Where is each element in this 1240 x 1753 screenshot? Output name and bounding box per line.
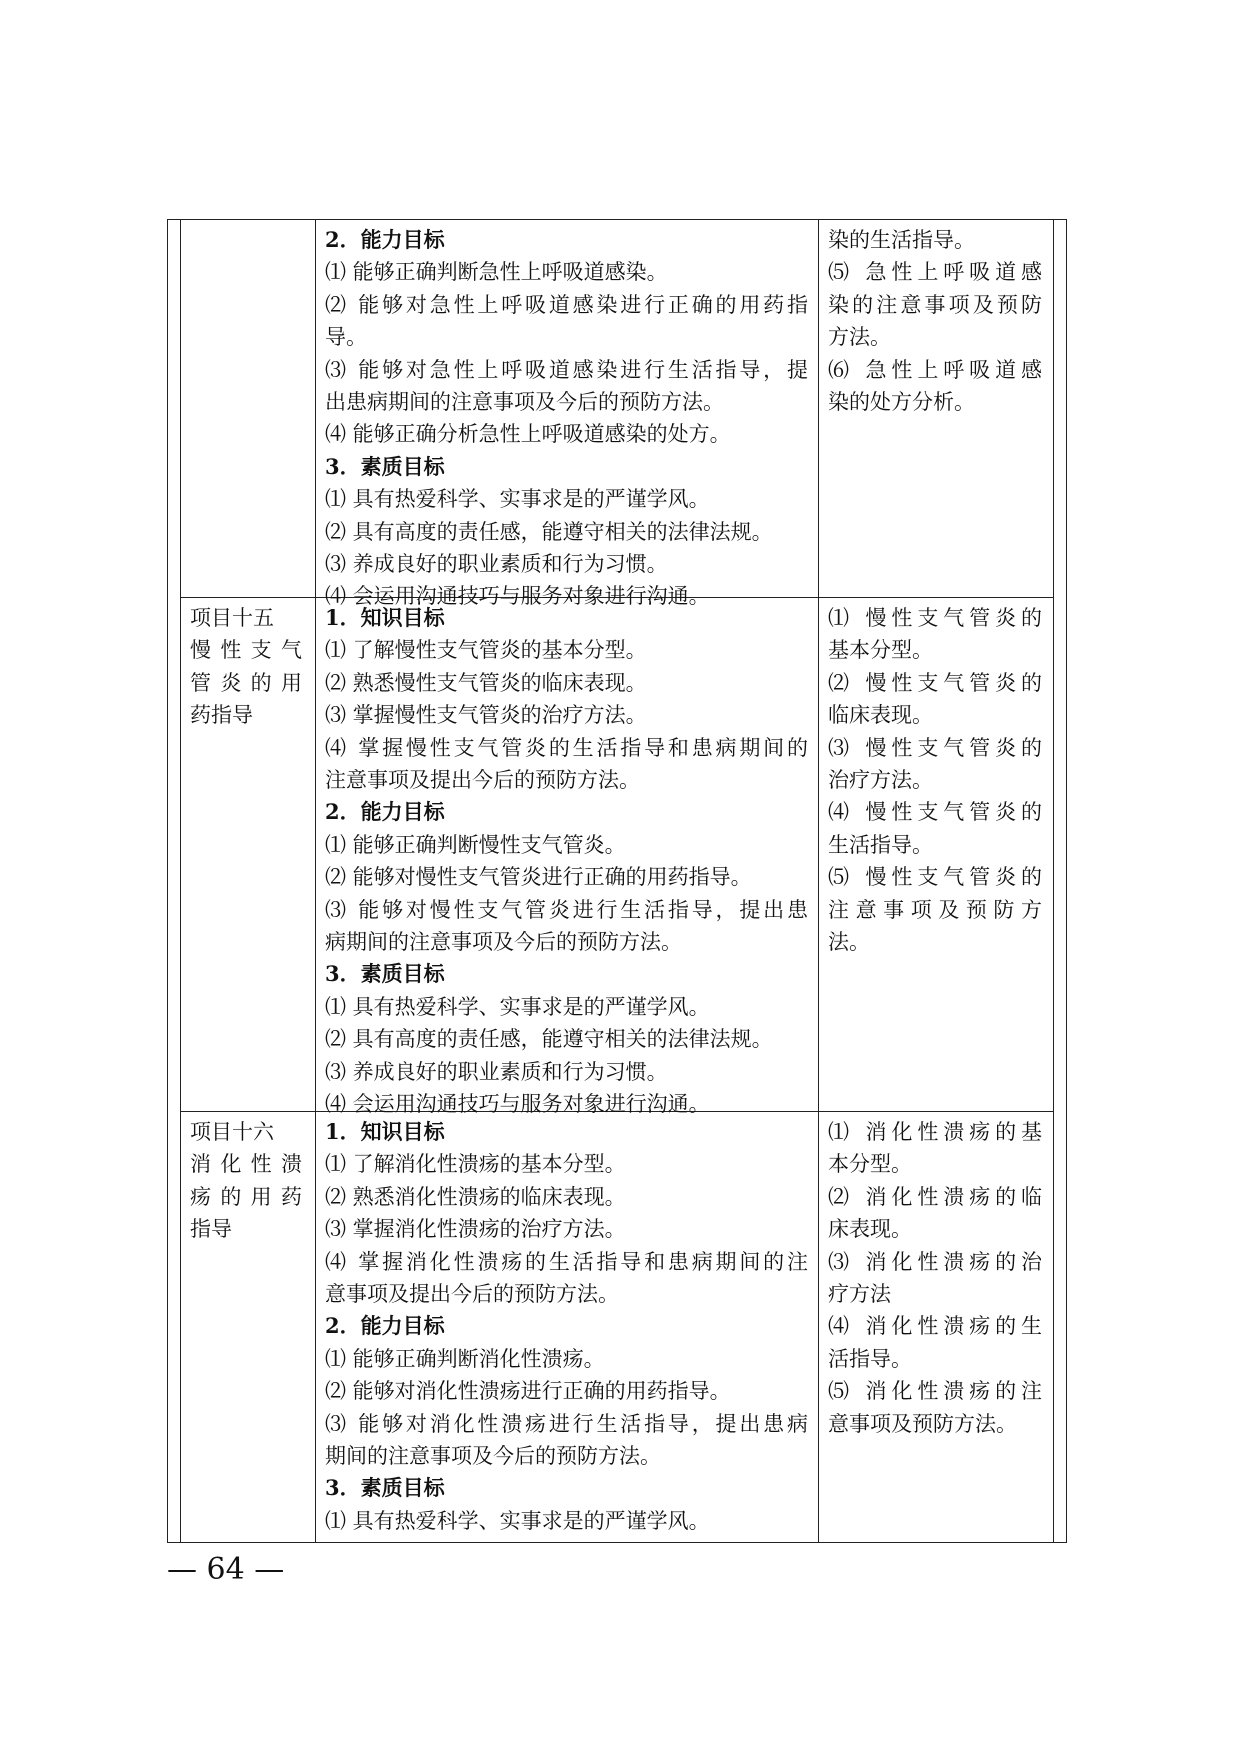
cell-text-line: ⑴ 具有热爱科学、实事求是的严谨学风。 — [325, 994, 710, 1019]
cell-text-line: 1．知识目标 — [325, 605, 445, 630]
cell-text-line: 消化性溃 — [190, 1152, 302, 1177]
cell-text-line: ⑵ 消化性溃疡的临 — [828, 1184, 1042, 1209]
table-column-divider-1 — [315, 219, 316, 1543]
cell-text-line: 2．能力目标 — [325, 799, 445, 825]
cell-text-line: 期间的注意事项及今后的预防方法。 — [325, 1444, 661, 1469]
cell-text-line: 生活指导。 — [828, 832, 933, 857]
cell-text-line: ⑷ 会运用沟通技巧与服务对象进行沟通。 — [325, 1092, 710, 1117]
cell-text-line: ⑶ 能够对慢性支气管炎进行生活指导，提出患 — [325, 897, 808, 922]
cell-text-line: 慢性支气 — [190, 638, 302, 663]
cell-text-line: ⑵ 具有高度的责任感，能遵守相关的法律法规。 — [325, 1027, 773, 1052]
cell-text-line: ⑷ 会运用沟通技巧与服务对象进行沟通。 — [325, 584, 710, 609]
cell-text-line: ⑵ 熟悉慢性支气管炎的临床表现。 — [325, 670, 647, 695]
cell-text-line: 2．能力目标 — [325, 227, 445, 252]
cell-text-line: ⑷ 掌握消化性溃疡的生活指导和患病期间的注 — [325, 1249, 808, 1274]
cell-text-line: ⑴ 慢性支气管炎的 — [828, 606, 1042, 630]
cell-text-line: 指导 — [190, 1217, 232, 1242]
cell-text-line: ⑴ 了解消化性溃疡的基本分型。 — [325, 1152, 626, 1177]
row-0-objectives-cell — [325, 224, 808, 613]
cell-text-line: 活指导。 — [828, 1346, 912, 1371]
cell-text-line: 染的生活指导。 — [828, 228, 975, 252]
cell-text-line: ⑵ 具有高度的责任感，能遵守相关的法律法规。 — [325, 519, 773, 544]
row-1-content-cell — [828, 602, 1042, 958]
cell-text-line: ⑶ 养成良好的职业素质和行为习惯。 — [325, 1059, 668, 1084]
cell-text-line: ⑶ 掌握慢性支气管炎的治疗方法。 — [325, 703, 647, 728]
table-inner-left-border — [180, 219, 181, 1543]
row-2-content-cell — [828, 1116, 1042, 1440]
cell-text-line: 管炎的用 — [190, 670, 302, 695]
cell-text-line: ⑴ 消化性溃疡的基 — [828, 1120, 1042, 1144]
cell-text-line: ⑷ 掌握慢性支气管炎的生活指导和患病期间的 — [325, 735, 808, 760]
table-column-divider-2 — [818, 219, 819, 1543]
cell-text-line: 基本分型。 — [828, 638, 933, 663]
cell-text-line: 出患病期间的注意事项及今后的预防方法。 — [325, 390, 724, 415]
cell-text-line: ⑵ 能够对急性上呼吸道感染进行正确的用药指 — [325, 292, 808, 317]
cell-text-line: 意事项及提出今后的预防方法。 — [325, 1282, 619, 1307]
cell-text-line: ⑸ 慢性支气管炎的 — [828, 865, 1042, 890]
cell-text-line: ⑴ 了解慢性支气管炎的基本分型。 — [325, 638, 647, 663]
cell-text-line: ⑴ 能够正确判断急性上呼吸道感染。 — [325, 260, 668, 285]
cell-text-line: 意事项及预防方法。 — [828, 1411, 1017, 1436]
cell-text-line: ⑵ 能够对慢性支气管炎进行正确的用药指导。 — [325, 865, 752, 890]
cell-text-line: ⑴ 能够正确判断慢性支气管炎。 — [325, 832, 626, 857]
cell-text-line: 项目十六 — [190, 1120, 274, 1144]
cell-text-line: ⑶ 掌握消化性溃疡的治疗方法。 — [325, 1217, 626, 1242]
cell-text-line: 2．能力目标 — [325, 1313, 445, 1339]
page-number: — 64 — — [167, 1552, 285, 1587]
table-inner-right-border — [1053, 219, 1054, 1543]
cell-text-line: 本分型。 — [828, 1152, 912, 1177]
cell-text-line: 导。 — [325, 325, 367, 350]
cell-text-line: 注意事项及提出今后的预防方法。 — [325, 768, 640, 793]
cell-text-line: ⑴ 具有热爱科学、实事求是的严谨学风。 — [325, 1508, 710, 1533]
cell-text-line: ⑶ 能够对急性上呼吸道感染进行生活指导，提 — [325, 357, 808, 382]
cell-text-line: ⑸ 消化性溃疡的注 — [828, 1379, 1042, 1404]
cell-text-line: 疗方法 — [828, 1282, 891, 1307]
cell-text-line: ⑵ 慢性支气管炎的 — [828, 670, 1042, 695]
cell-text-line: ⑸ 急性上呼吸道感 — [828, 260, 1042, 285]
cell-text-line: ⑹ 急性上呼吸道感 — [828, 357, 1042, 382]
cell-text-line: 3．素质目标 — [325, 961, 445, 987]
cell-text-line: ⑷ 消化性溃疡的生 — [828, 1314, 1042, 1339]
row-2-project-cell — [190, 1116, 302, 1246]
cell-text-line: ⑷ 能够正确分析急性上呼吸道感染的处方。 — [325, 422, 731, 447]
cell-text-line: 染的注意事项及预防 — [828, 292, 1042, 317]
cell-text-line: ⑷ 慢性支气管炎的 — [828, 800, 1042, 825]
cell-text-line: 药指导 — [190, 703, 253, 728]
cell-text-line: ⑶ 消化性溃疡的治 — [828, 1249, 1042, 1274]
cell-text-line: 方法。 — [828, 325, 891, 350]
cell-text-line: ⑶ 能够对消化性溃疡进行生活指导，提出患病 — [325, 1411, 808, 1436]
cell-text-line: 病期间的注意事项及今后的预防方法。 — [325, 930, 682, 955]
cell-text-line: 3．素质目标 — [325, 453, 445, 479]
cell-text-line: 注意事项及预防方 — [828, 897, 1042, 922]
cell-text-line: 3．素质目标 — [325, 1475, 445, 1501]
cell-text-line: ⑴ 具有热爱科学、实事求是的严谨学风。 — [325, 487, 710, 512]
cell-text-line: 疡的用药 — [190, 1184, 302, 1209]
cell-text-line: 项目十五 — [190, 606, 274, 630]
cell-text-line: ⑴ 能够正确判断消化性溃疡。 — [325, 1346, 605, 1371]
cell-text-line: ⑵ 能够对消化性溃疡进行正确的用药指导。 — [325, 1379, 731, 1404]
row-1-project-cell — [190, 602, 302, 732]
cell-text-line: 染的处方分析。 — [828, 390, 975, 415]
row-0-content-cell — [828, 224, 1042, 418]
row-1-objectives-cell — [325, 602, 808, 1121]
cell-text-line: ⑵ 熟悉消化性溃疡的临床表现。 — [325, 1184, 626, 1209]
cell-text-line: 法。 — [828, 930, 870, 955]
row-2-objectives-cell — [325, 1116, 808, 1537]
cell-text-line: ⑶ 慢性支气管炎的 — [828, 735, 1042, 760]
cell-text-line: 床表现。 — [828, 1217, 912, 1242]
cell-text-line: 临床表现。 — [828, 703, 933, 728]
cell-text-line: 1．知识目标 — [325, 1119, 445, 1144]
cell-text-line: 治疗方法。 — [828, 768, 933, 793]
cell-text-line: ⑶ 养成良好的职业素质和行为习惯。 — [325, 552, 668, 577]
